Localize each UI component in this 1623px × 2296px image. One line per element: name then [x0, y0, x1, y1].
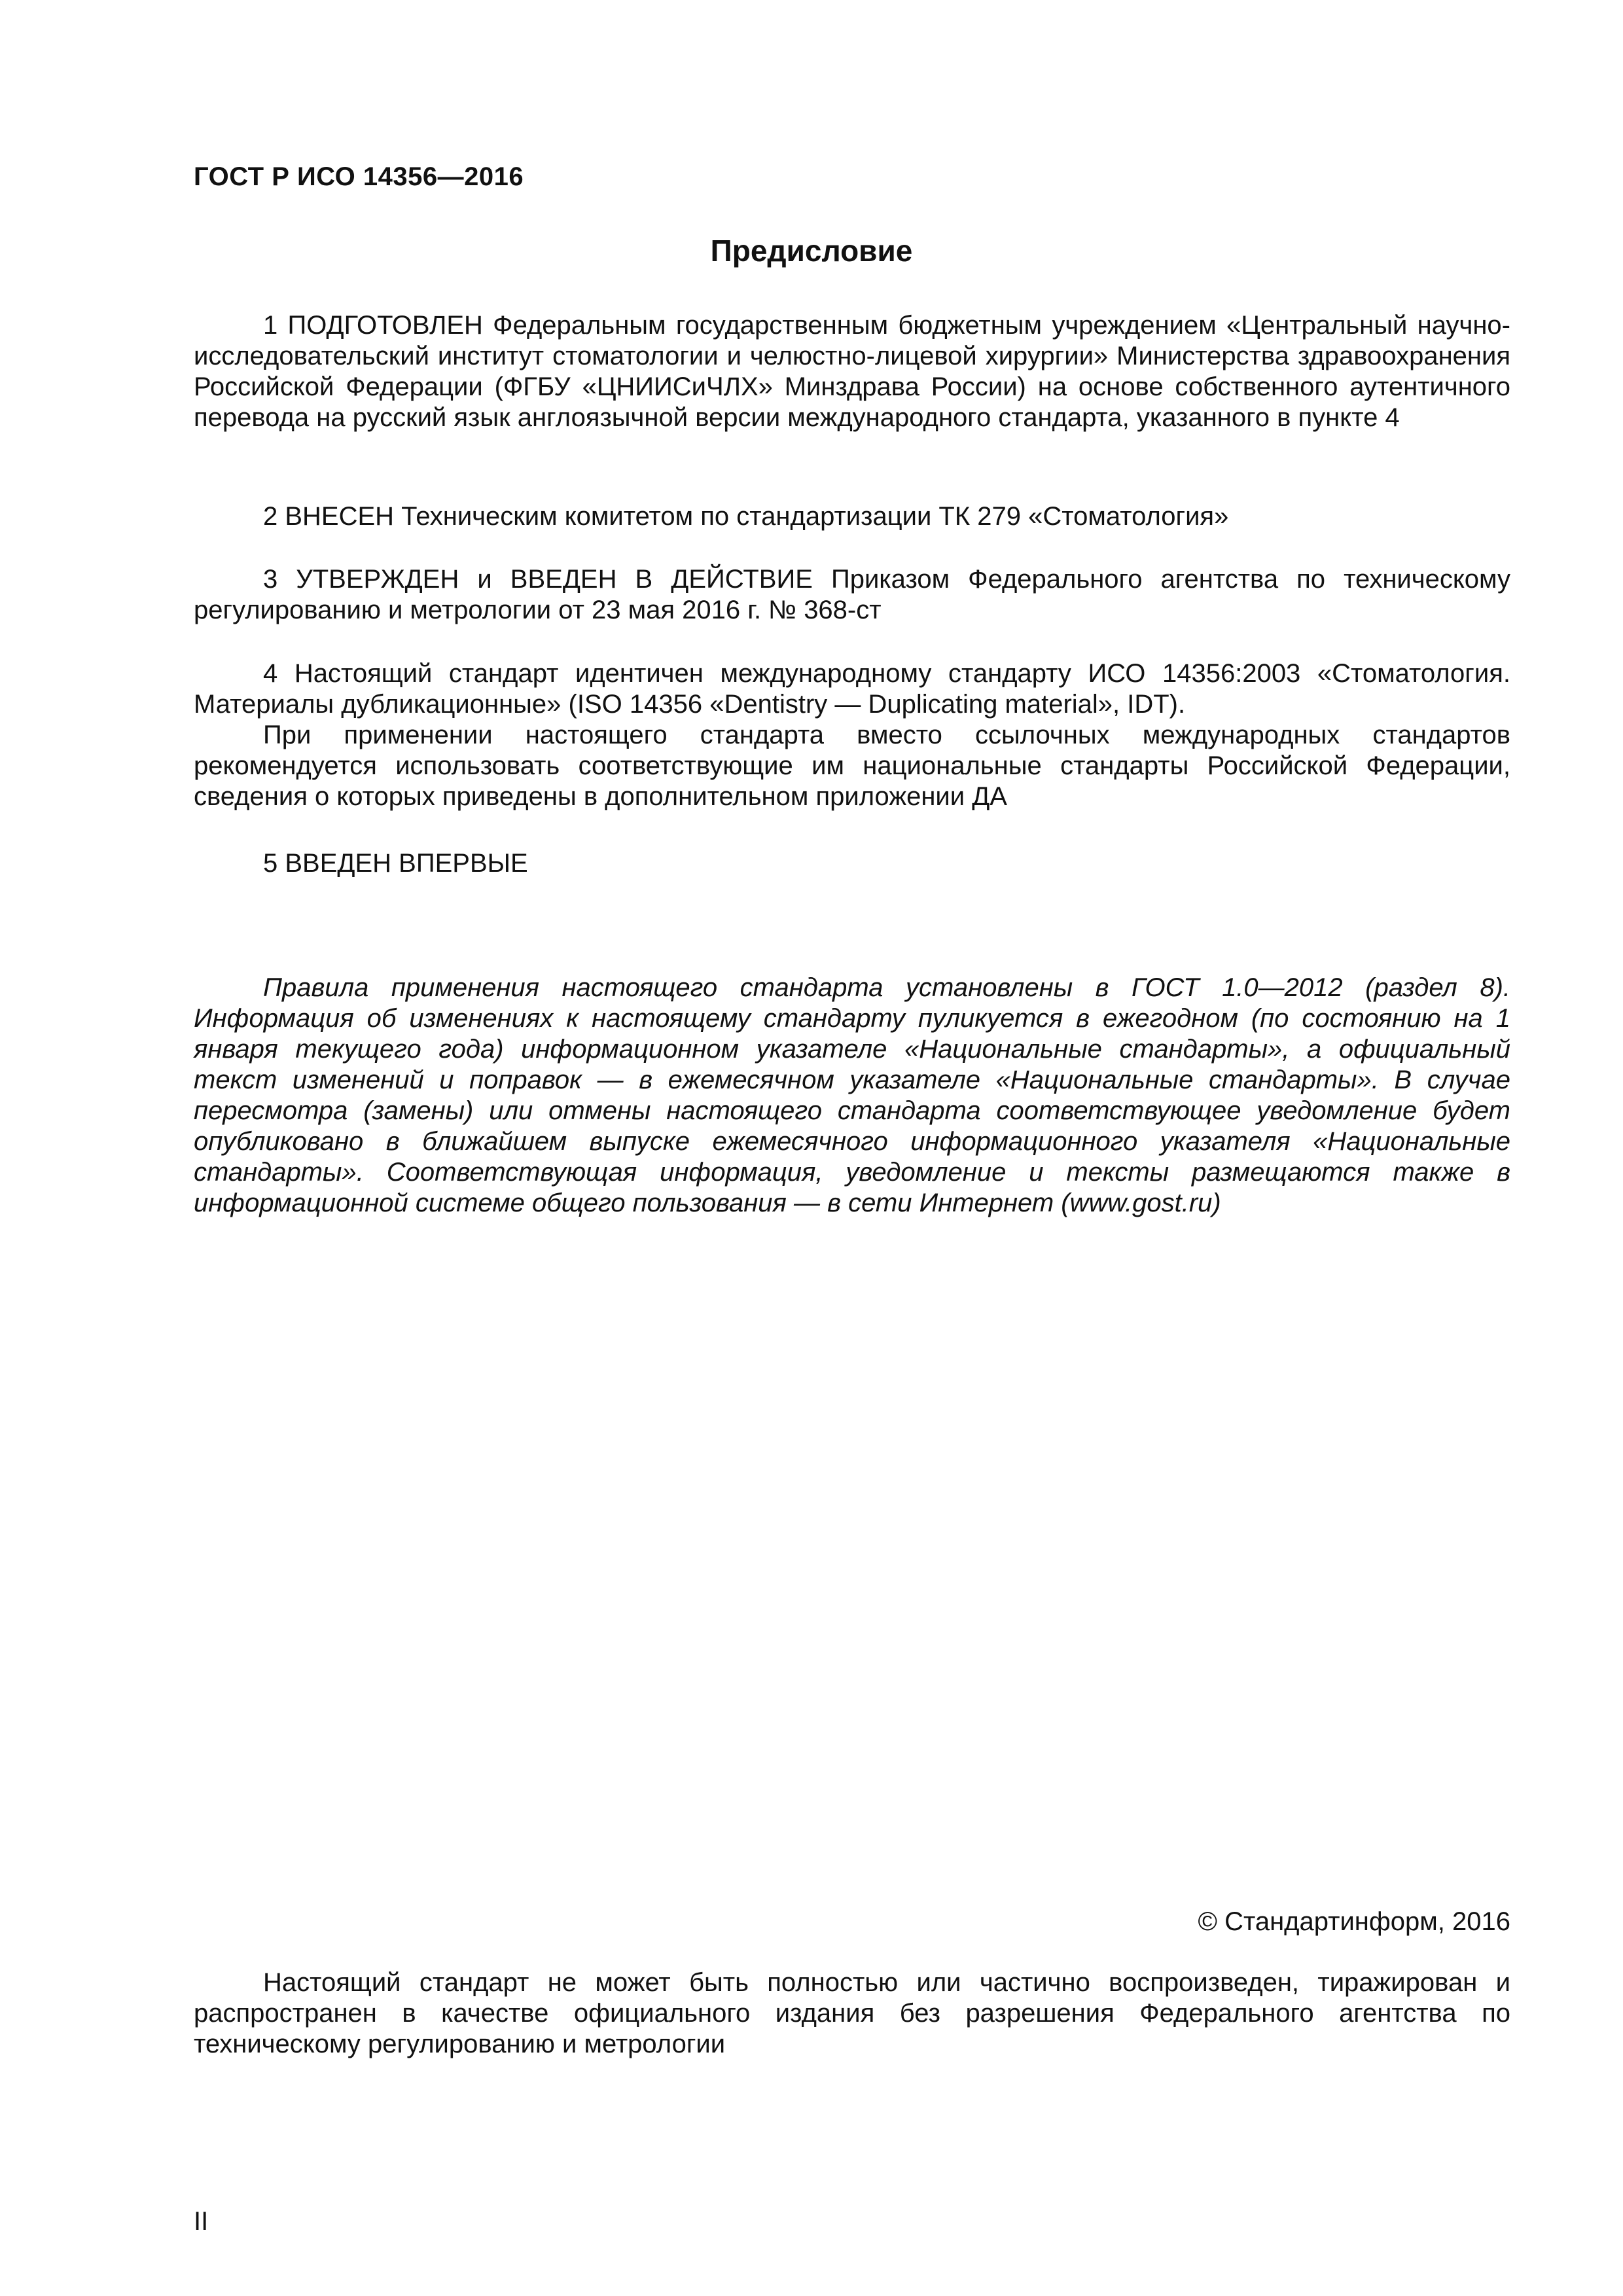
page-number: II: [194, 2207, 209, 2236]
foreword-item-4: [194, 658, 1510, 812]
reproduction-restriction-text: Настоящий стандарт не может быть полностью или частично воспроизведен, тиражирован и распространен в качестве официального издания без разрешения Федерального агентства по техническому регулированию и метрологии: [194, 1968, 1510, 2058]
page-title: Предисловие: [710, 234, 913, 268]
foreword-item-2-text: 2 ВНЕСЕН Техническим комитетом по стандартизации ТК 279 «Стоматология»: [263, 502, 1229, 531]
foreword-item-2: [194, 501, 1510, 532]
reproduction-restriction: [194, 1967, 1510, 2060]
foreword-item-4-continuation: При применении настоящего стандарта вместо ссылочных международных стандартов рекомендуется использовать соответствующие им национальные стандарты Российской Федерации, сведения о которых приведены в дополнительном приложении ДА: [194, 721, 1510, 811]
application-rules-text: Правила применения настоящего стандарта установлены в ГОСТ 1.0—2012 (раздел 8). Информация об изменениях к настоящему стандарту пуликуется в ежегодном (по состоянию на 1 января текущего года) информационном указателе «Национальные стандарты», а официальный текст изменений и поправок — в ежемесячном указателе «Национальные стандарты». В случае пересмотра (замены) или отмены настоящего стандарта соответствующее уведомление будет опубликовано в ближайшем выпуске ежемесячного информационного указателя «Национальные стандарты». Соответствующая информация, уведомление и тексты размещаются также в информационной системе общего пользования — в сети Интернет (www.gost.ru): [194, 973, 1510, 1217]
foreword-item-3-text: 3 УТВЕРЖДЕН и ВВЕДЕН В ДЕЙСТВИЕ Приказом Федерального агентства по техническому регулированию и метрологии от 23 мая 2016 г. № 368-ст: [194, 565, 1510, 624]
application-rules-notice: [194, 973, 1510, 1219]
foreword-item-5-text: 5 ВВЕДЕН ВПЕРВЫЕ: [263, 849, 528, 878]
foreword-item-3: [194, 564, 1510, 626]
foreword-item-1-text: 1 ПОДГОТОВЛЕН Федеральным государственным бюджетным учреждением «Центральный научно-исследовательский институт стоматологии и челюстно-лицевой хирургии» Министерства здравоохранения Российской Федерации (ФГБУ «ЦНИИСиЧЛХ» Минздрава России) на основе собственного аутентичного перевода на русский язык англоязычной версии международного стандарта, указанного в пункте 4: [194, 311, 1510, 432]
foreword-item-4-text: 4 Настоящий стандарт идентичен международному стандарту ИСО 14356:2003 «Стоматология. Материалы дубликационные» (ISO 14356 «Dentistry — Duplicating material», IDT).: [194, 659, 1510, 719]
foreword-item-5: [194, 848, 1510, 879]
document-code: ГОСТ Р ИСО 14356—2016: [194, 162, 524, 191]
copyright-line: © Стандартинформ, 2016: [1198, 1907, 1510, 1936]
foreword-item-1: [194, 310, 1510, 433]
